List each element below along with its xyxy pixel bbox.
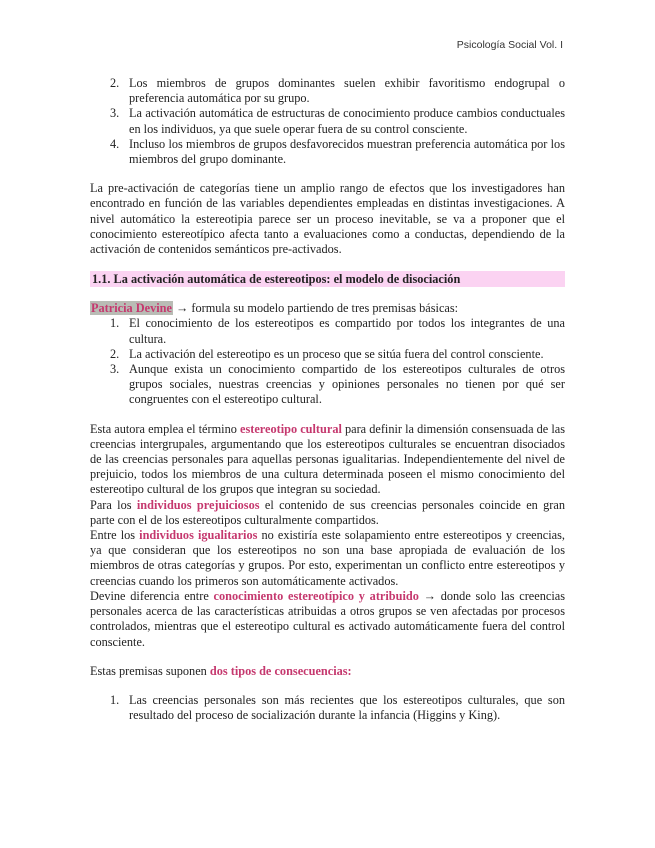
list-item (90, 137, 565, 167)
list-item (90, 316, 565, 346)
paragraph-consequences (90, 664, 565, 679)
list-number: 2. (110, 76, 120, 90)
term-cultural-stereotype: estereotipo cultural (239, 421, 342, 436)
term-egalitarian: individuos igualitarios (139, 528, 258, 543)
list-number: 3. (110, 106, 120, 121)
text-run: no existiría este solapamiento entre estereotipos y creencias, ya que consideran que los estereotipos no son una base apropiada de evaluación de los miembros de otras categorías y grupos. Por esto, experimentan un conflicto entre estereotipos y creencias cuando los primeros son automáticamente activados. (90, 528, 565, 588)
text-run: → donde solo las creencias personales acerca de las características atribuidas a otros grupos se ven afectadas por procesos controlados, mientras que el estereotipo cultural es activado automáticamente fuera del control consciente. (90, 588, 565, 649)
term-knowledge: conocimiento estereotípico y atribuido (213, 588, 419, 603)
paragraph-egalitarian (90, 528, 565, 589)
term-consequences: dos tipos de consecuencias: (209, 663, 352, 678)
list-number: 1. (110, 316, 120, 331)
section-heading: 1.1. La activación automática de estereotipos: el modelo de disociación (90, 271, 565, 287)
list-text: El conocimiento de los estereotipos es compartido por todos los integrantes de una cultura. (129, 316, 565, 346)
paragraph-cultural-stereotype (90, 422, 565, 498)
list-item (90, 76, 565, 106)
highlighted-author-name: Patricia Devine (91, 301, 172, 316)
list-text: La activación del estereotipo es un proceso que se sitúa fuera del control consciente. (129, 346, 544, 361)
list-premises (90, 316, 565, 407)
list-text: Las creencias personales son más recientes que los estereotipos culturales, que son resultado del proceso de socialización durante la infancia (Higgins y King). (129, 692, 565, 723)
list-item (90, 693, 565, 723)
text-run: Devine diferencia entre (90, 588, 214, 603)
list-number: 1. (110, 692, 120, 707)
term-prejudiced: individuos prejuiciosos (136, 497, 260, 512)
text-run: Esta autora emplea el término (90, 421, 240, 436)
page-header: Psicología Social Vol. I (456, 39, 563, 51)
text-run: Entre los (90, 528, 140, 543)
list-number: 4. (110, 136, 120, 151)
text-run: el contenido de sus creencias personales coincide en gran parte con el de los estereotipos culturalmente compartidos. (90, 497, 565, 527)
text-run: Estas premisas suponen (90, 663, 210, 678)
paragraph-prejudiced (90, 498, 565, 528)
list-item (90, 106, 565, 136)
list-text: Aunque exista un conocimiento compartido de los estereotipos culturales de otros grupos sociales, nuestras creencias y opiniones personales no tienen por qué ser congruentes con el estereotipo cultural. (129, 362, 565, 407)
text-run: Para los (90, 497, 137, 512)
list-text: Incluso los miembros de grupos desfavorecidos muestran preferencia automática por los miembros del grupo dominante. (129, 136, 565, 167)
list-number: 3. (110, 362, 120, 377)
list-text: Los miembros de grupos dominantes suelen exhibir favoritismo endogrupal o preferencia automática por su grupo. (129, 76, 565, 106)
text-run: para definir la dimensión consensuada de las creencias intergrupales, argumentando que los estereotipos culturales se encuentran disociados de las creencias personales para aquellas personas igualitarias. Independientemente del nivel de prejuicio, todos los miembros de una cultura determinada poseen el mismo conocimiento del estereotipo cultural de los grupos que integran su sociedad. (90, 421, 565, 497)
list-item (90, 347, 565, 362)
list-item (90, 362, 565, 408)
list-top (90, 76, 565, 167)
list-number: 2. (110, 346, 120, 361)
paragraph-devine-intro (90, 301, 565, 316)
list-consequences (90, 693, 565, 723)
paragraph-knowledge (90, 589, 565, 650)
page-content (90, 76, 565, 723)
paragraph-preactivation: La pre-activación de categorías tiene un amplio rango de efectos que los investigadores han encontrado en función de las variables dependientes empleadas en distintas investigaciones. A nivel automático la estereotipia parece ser un proceso inevitable, se va a proponer que el conocimiento estereotípico afecta tanto a evaluaciones como a conductas, dependiendo de la activación de contenidos semánticos pre-activados. (90, 181, 565, 257)
list-text: La activación automática de estructuras de conocimiento produce cambios conductuales en los individuos, ya que suele operar fuera de su control consciente. (129, 106, 565, 136)
devine-intro-text: → formula su modelo partiendo de tres premisas básicas: (172, 301, 459, 316)
